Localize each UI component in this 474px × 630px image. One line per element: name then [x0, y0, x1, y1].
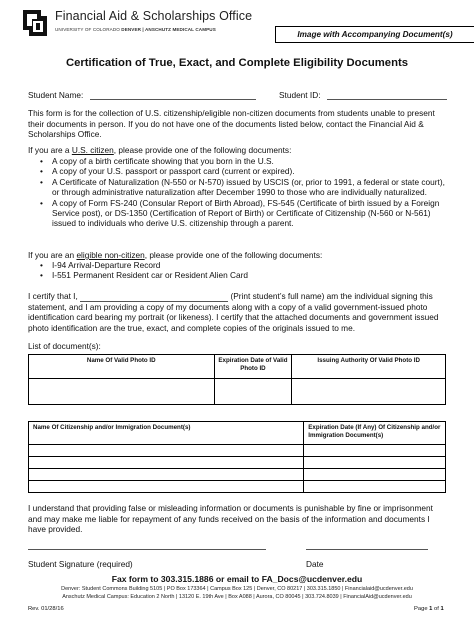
- noncitizen-document-list: [40, 260, 445, 281]
- citizenship-document-table: [28, 421, 446, 493]
- revision-date: Rev. 01/28/16: [28, 606, 64, 612]
- document-type-badge: Image with Accompanying Document(s): [275, 26, 474, 43]
- fax-email-line: Fax form to 303.315.1886 or email to FA_Docs@ucdenver.edu: [111, 574, 363, 584]
- print-name-input[interactable]: [80, 293, 228, 302]
- student-id-field: [279, 90, 447, 100]
- student-name-label: Student Name:: [28, 90, 84, 100]
- citizenship-expiration-cell[interactable]: [304, 445, 446, 457]
- form-title: Certification of True, Exact, and Complete Eligibility Documents: [65, 57, 409, 69]
- document-list-label: List of document(s):: [28, 341, 101, 351]
- photo-id-table: [28, 354, 446, 405]
- list-item: • I-551 Permanent Resident car or Resident Alien Card: [40, 270, 445, 280]
- header: [21, 8, 461, 48]
- citizenship-expiration-cell[interactable]: [304, 481, 446, 493]
- citizenship-document-cell[interactable]: [29, 469, 304, 481]
- signature-input[interactable]: [28, 549, 266, 550]
- citizenship-document-cell[interactable]: [29, 481, 304, 493]
- table-header: Expiration Date of Valid Photo ID: [214, 355, 292, 379]
- citizen-document-list: [40, 156, 445, 229]
- signature-label: Student Signature (required): [28, 559, 133, 569]
- student-name-field: [28, 90, 256, 100]
- penalty-statement: I understand that providing false or misleading information or documents is punishable by fine or imprisonment and may make me liable for repayment of any funds received on the basis of the information and documents I have provided.: [28, 503, 433, 534]
- student-id-label: Student ID:: [279, 90, 321, 100]
- denver-address: Denver: Student Commons Building 5105 | PO Box 173364 | Campus Box 125 | Denver, CO 80217 | 303.315.1850 | Financialaid@ucdenver.edu: [61, 586, 413, 592]
- page-number: Page 1 of 1: [414, 606, 444, 612]
- office-name: Financial Aid & Scholarships Office: [55, 9, 253, 23]
- list-item: • A copy of your U.S. passport or passport card (current or expired).: [40, 166, 445, 176]
- list-item: • A copy of Form FS-240 (Consular Report of Birth Abroad), FS-545 (Certificate of birth issued by a Foreign Service post), or DS-1350 (Certification of Report of Birth) or Certificate of Citizenship (N-560 or N-561) issued to individuals who derive U.S. citizenship through a parent.: [40, 198, 445, 229]
- date-label: Date: [306, 559, 324, 569]
- noncitizen-heading: If you are an eligible non-citizen, please provide one of the following documents:: [28, 250, 323, 260]
- list-item: • A Certificate of Naturalization (N-550 or N-570) issued by USCIS (or, prior to 1991, a federal or state court), or through administrative naturalization after December 1990 to those who are individually naturalized.: [40, 177, 445, 198]
- list-item: • A copy of a birth certificate showing that you born in the U.S.: [40, 156, 445, 166]
- student-name-input[interactable]: [90, 91, 256, 100]
- photo-id-name-cell[interactable]: [29, 379, 215, 405]
- certification-statement: I certify that I, (Print student’s full name) am the individual signing this statement, and I am providing a copy of my documents along with a copy of a valid government-issued photo identification card bearing my portrait (or likeness). I certify that the attached documents and government issued photo identification are the true, exact, and complete copies of the originals issued to me.: [28, 291, 439, 333]
- university-logo: [21, 8, 49, 38]
- anschutz-address: Anschutz Medical Campus: Education 2 North | 13120 E. 19th Ave | Box A088 | Aurora, CO 80045 | 303.724.8039 | FinancialAid@ucdenver.edu: [62, 594, 412, 600]
- office-subtitle: UNIVERSITY OF COLORADO DENVER | ANSCHUTZ MEDICAL CAMPUS: [55, 27, 216, 32]
- photo-id-expiration-cell[interactable]: [214, 379, 292, 405]
- date-input[interactable]: [306, 549, 428, 550]
- citizenship-document-cell[interactable]: [29, 445, 304, 457]
- citizenship-expiration-cell[interactable]: [304, 457, 446, 469]
- table-header: Issuing Authority Of Valid Photo ID: [292, 355, 446, 379]
- student-id-input[interactable]: [327, 91, 447, 100]
- citizenship-expiration-cell[interactable]: [304, 469, 446, 481]
- intro-paragraph: This form is for the collection of U.S. citizenship/eligible non-citizen documents from students unable to present their documents in person. If you do not have one of the documents listed below, contact the Financial Aid & Scholarships Office.: [28, 108, 435, 139]
- table-header: Expiration Date (If Any) Of Citizenship and/or Immigration Document(s): [304, 422, 446, 445]
- citizenship-document-cell[interactable]: [29, 457, 304, 469]
- list-item: • I-94 Arrival-Departure Record: [40, 260, 445, 270]
- photo-id-authority-cell[interactable]: [292, 379, 446, 405]
- table-header: Name Of Citizenship and/or Immigration Document(s): [29, 422, 304, 445]
- table-header: Name Of Valid Photo ID: [29, 355, 215, 379]
- citizen-heading: If you are a U.S. citizen, please provide one of the following documents:: [28, 145, 292, 155]
